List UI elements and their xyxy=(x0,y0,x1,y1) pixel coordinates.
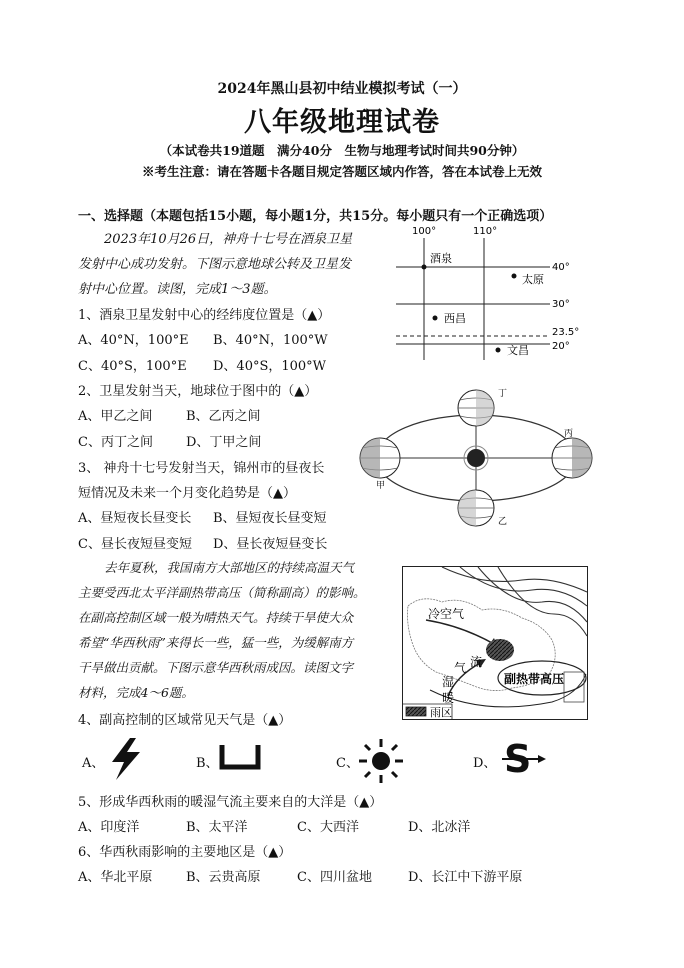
sandstorm-s-icon xyxy=(500,738,548,780)
sandstorm-icon xyxy=(218,742,262,772)
q5-option-b[interactable]: B、太平洋 xyxy=(186,820,248,835)
earth-orbit-diagram xyxy=(356,382,596,532)
label-ding: 丁 xyxy=(498,389,508,399)
lat-label-23-5: 23.5° xyxy=(552,327,580,338)
q4-option-c[interactable]: C、 xyxy=(336,756,359,771)
place-xichang: 西昌 xyxy=(444,312,466,325)
q4-option-d[interactable]: D、 xyxy=(473,756,497,771)
place-wenchang: 文昌 xyxy=(507,344,529,357)
q6-option-a[interactable]: A、华北平原 xyxy=(78,870,153,885)
q3-option-b[interactable]: B、昼短夜长昼变短 xyxy=(213,511,327,526)
exam-title: 2024年黑山县初中结业模拟考试（一） xyxy=(217,81,467,97)
lon-label-100: 100° xyxy=(412,226,437,237)
warm-char-2: 气 xyxy=(454,661,467,675)
place-jiuquan: 酒泉 xyxy=(430,252,452,265)
earth-ding xyxy=(458,390,494,426)
label-bing: 丙 xyxy=(564,429,574,439)
lat-label-30: 30° xyxy=(552,299,570,310)
earth-bing xyxy=(552,438,592,478)
warm-char-4: 暖 xyxy=(442,691,455,705)
q5-stem: 5、形成华西秋雨的暖湿气流主要来自的大洋是（▲） xyxy=(78,795,383,810)
q5-option-d[interactable]: D、北冰洋 xyxy=(408,820,471,835)
intro2-line4: 希望“华西秋雨”来得长一些，猛一些，为缓解南方 xyxy=(78,635,354,650)
exam-info: （本试卷共19道题 满分40分 生物与地理考试时间共90分钟） xyxy=(159,143,525,158)
q6-option-b[interactable]: B、云贵高原 xyxy=(186,870,261,885)
warm-char-1: 流 xyxy=(470,655,483,669)
warm-char-3: 湿 xyxy=(442,675,455,689)
earth-jia xyxy=(360,438,400,478)
jiuquan-dot xyxy=(422,265,427,270)
taiyuan-dot xyxy=(512,274,517,279)
q1-option-d[interactable]: D、40°S，100°W xyxy=(213,359,327,374)
exam-notice: ※考生注意：请在答题卡各题目规定答题区域内作答，答在本试卷上无效 xyxy=(141,164,542,179)
q3-stem-line1: 3、 神舟十七号发射当天，锦州市的昼夜长 xyxy=(78,461,325,476)
q3-option-d[interactable]: D、昼长夜短昼变长 xyxy=(213,537,328,552)
q4-option-a[interactable]: A、 xyxy=(82,756,105,771)
q3-option-c[interactable]: C、昼长夜短昼变短 xyxy=(78,537,192,552)
place-taiyuan: 太原 xyxy=(522,273,544,286)
q1-option-c[interactable]: C、40°S，100°E xyxy=(78,359,187,374)
q5-option-c[interactable]: C、大西洋 xyxy=(297,820,359,835)
q1-option-a[interactable]: A、40°N，100°E xyxy=(78,333,189,348)
intro1-line2: 发射中心成功发射。下图示意地球公转及卫星发 xyxy=(78,257,352,272)
launch-center-map xyxy=(390,222,590,362)
q6-stem: 6、华西秋雨影响的主要地区是（▲） xyxy=(78,845,292,860)
paper-title: 八年级地理试卷 xyxy=(244,107,440,138)
q2-option-d[interactable]: D、丁甲之间 xyxy=(186,435,262,450)
q3-stem-line2: 短情况及未来一个月变化趋势是（▲） xyxy=(78,486,296,501)
wenchang-dot xyxy=(496,348,501,353)
xichang-dot xyxy=(433,316,438,321)
svg-text:S: S xyxy=(504,738,532,780)
lon-label-110: 110° xyxy=(473,226,498,237)
intro2-line2: 主要受西北太平洋副热带高压（简称副高）的影响。 xyxy=(78,585,366,600)
autumn-rain-map xyxy=(402,566,588,720)
sun-icon xyxy=(358,738,404,784)
lat-label-40: 40° xyxy=(552,262,570,273)
q2-option-a[interactable]: A、甲乙之间 xyxy=(78,409,153,424)
sun-icon xyxy=(467,449,485,467)
q4-stem: 4、副高控制的区域常见天气是（▲） xyxy=(78,713,292,728)
q6-option-d[interactable]: D、长江中下游平原 xyxy=(408,870,523,885)
q3-option-a[interactable]: A、昼短夜长昼变长 xyxy=(78,511,192,526)
section-title: 一、选择题（本题包括15小题，每小题1分，共15分。每小题只有一个正确选项） xyxy=(78,209,553,224)
intro1-line1: 2023年10月26日，神舟十七号在酒泉卫星 xyxy=(104,232,353,247)
q2-stem: 2、卫星发射当天，地球位于图中的（▲） xyxy=(78,384,318,399)
thunderstorm-icon xyxy=(106,736,146,782)
intro2-line3: 在副高控制区域一般为晴热天气。持续干旱使大众 xyxy=(78,610,354,625)
q2-option-c[interactable]: C、丙丁之间 xyxy=(78,435,153,450)
q4-option-b[interactable]: B、 xyxy=(196,756,219,771)
subtropical-high-label: 副热带高压 xyxy=(504,672,565,686)
label-jia: 甲 xyxy=(376,481,386,491)
legend-rain-label: 雨区 xyxy=(430,706,452,719)
q5-option-a[interactable]: A、印度洋 xyxy=(78,820,140,835)
cold-air-label: 冷空气 xyxy=(428,607,465,621)
q1-option-b[interactable]: B、40°N，100°W xyxy=(213,333,328,348)
intro2-line6: 材料，完成4～6题。 xyxy=(78,685,194,700)
intro2-line1: 去年夏秋，我国南方大部地区的持续高温天气 xyxy=(104,560,355,575)
intro1-line3: 射中心位置。读图，完成1～3题。 xyxy=(78,282,277,297)
q6-option-c[interactable]: C、四川盆地 xyxy=(297,870,372,885)
intro2-line5: 干旱做出贡献。下图示意华西秋雨成因。读图文字 xyxy=(78,660,354,675)
lat-label-20: 20° xyxy=(552,341,570,352)
q1-stem: 1、酒泉卫星发射中心的经纬度位置是（▲） xyxy=(78,308,331,323)
label-yi: 乙 xyxy=(498,517,508,527)
q2-option-b[interactable]: B、乙丙之间 xyxy=(186,409,261,424)
earth-yi xyxy=(458,490,494,526)
